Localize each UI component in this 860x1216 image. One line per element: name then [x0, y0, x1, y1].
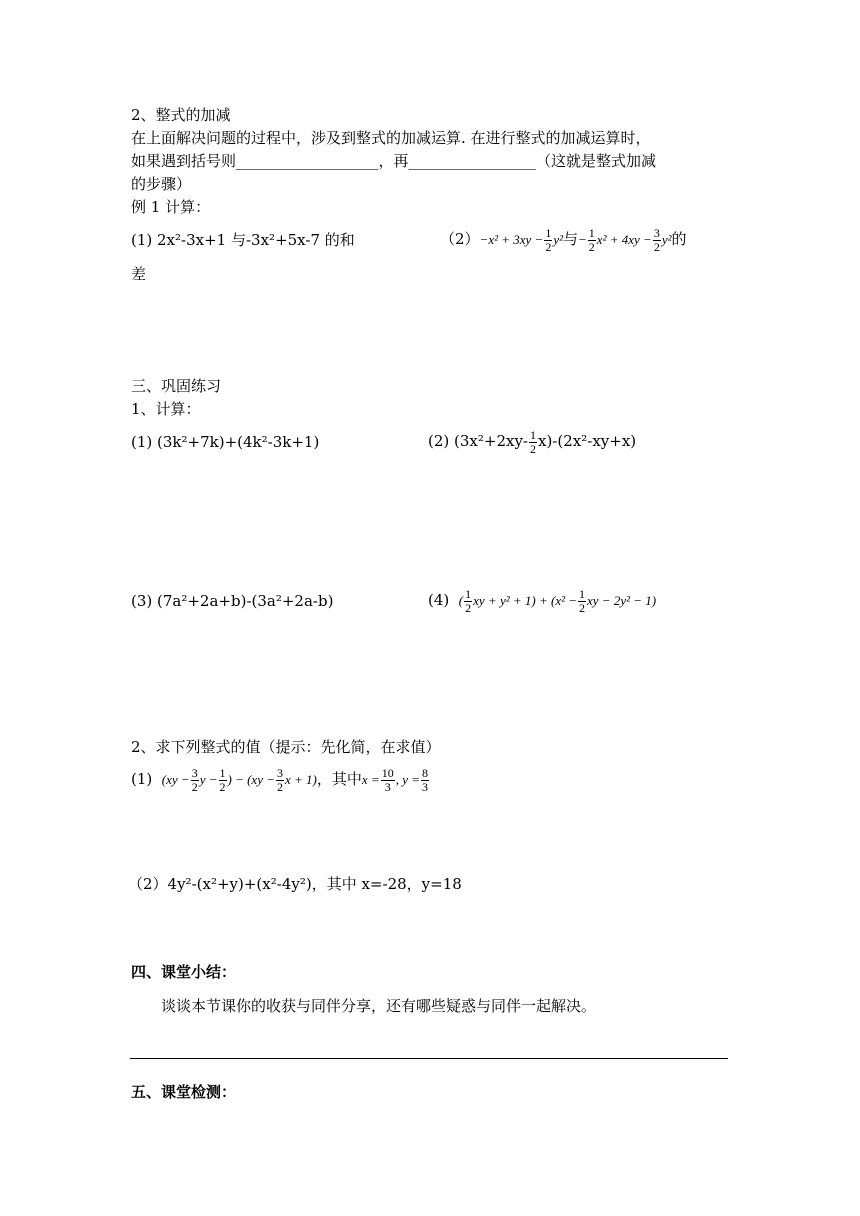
p4-label: (4) [428, 591, 450, 609]
example-problem-2-continued: 差 [131, 265, 147, 283]
practice-1-label: 1、计算： [131, 400, 201, 418]
example-label: 例 1 计算： [131, 198, 211, 216]
ex2-term-3: − [578, 232, 587, 247]
example-problem-2 [440, 222, 735, 257]
section-3-heading: 三、巩固练习 [131, 377, 222, 395]
practice-2-label: 2、求下列整式的值（提示：先化简，在求值） [131, 738, 441, 756]
evaluate-problem-1 [131, 762, 551, 797]
fraction-three-halves: $\frac{3}{2}$ [277, 765, 283, 794]
q1-where: ，其中 [316, 770, 362, 788]
p4-part-a: ( [458, 593, 464, 608]
q1-part-d: x + 1) [285, 772, 317, 787]
fraction-x-value: $\frac{10}{3}$ [381, 765, 394, 794]
fraction-one-half: $\frac{1}{2}$ [588, 225, 595, 254]
fraction-one-half: $\frac{1}{2}$ [219, 765, 226, 794]
fraction-y-value: $\frac{8}{3}$ [421, 765, 428, 794]
ex2-conjunction: 与 [563, 230, 579, 248]
fraction-one-half: $\frac{1}{2}$ [530, 427, 536, 456]
paragraph-line-1: 在上面解决问题的过程中，涉及到整式的加减运算. 在进行整式的加减运算时， [131, 129, 651, 147]
fraction-one-half: $\frac{1}{2}$ [545, 225, 552, 254]
section-5-heading: 五、课堂检测： [131, 1083, 237, 1101]
evaluate-problem-2: （2）4y²-(x²+y)+(x²-4y²)，其中 x=-28，y=18 [128, 875, 462, 893]
ex2-term-5: y² [661, 232, 672, 247]
practice-problem-3: (3) (7a²+2a+b)-(3a²+2a-b) [131, 592, 334, 610]
paragraph-line-2: 如果遇到括号则___________________，再_________________（这就是整式加减 [131, 152, 657, 170]
paragraph-line-3: 的步骤） [131, 175, 192, 193]
ex2-prefix: （2） [440, 230, 480, 248]
practice-problem-2 [428, 424, 728, 458]
q1-label: (1) [131, 770, 153, 788]
example-problem-1: (1) 2x²-3x+1 与-3x²+5x-7 的和 [131, 231, 355, 249]
fraction-one-half: $\frac{1}{2}$ [465, 586, 472, 615]
p2-part-b: x)-(2x²-xy+x) [538, 432, 637, 450]
p4-part-c: xy − 2y² − 1) [587, 593, 657, 608]
practice-problem-4 [428, 583, 728, 618]
fraction-three-halves: $\frac{3}{2}$ [653, 225, 660, 254]
q1-part-c: ) − (xy − [227, 772, 275, 787]
fraction-one-half: $\frac{1}{2}$ [579, 586, 586, 615]
q1-y-eq: , y = [395, 772, 420, 787]
horizontal-divider [130, 1058, 728, 1059]
q1-part-b: y − [199, 772, 218, 787]
practice-problem-1: (1) (3k²+7k)+(4k²-3k+1) [131, 433, 320, 451]
ex2-term-1: −x² + 3xy − [479, 232, 544, 247]
ex2-term-4: x² + 4xy − [596, 232, 652, 247]
ex2-term-2: y² [553, 232, 563, 247]
summary-text: 谈谈本节课你的收获与同伴分享，还有哪些疑惑与同伴一起解决。 [161, 997, 597, 1015]
p2-part-a: (2) (3x²+2xy- [428, 432, 528, 450]
ex2-suffix: 的 [671, 230, 687, 248]
section-2-heading: 2、整式的加减 [131, 106, 231, 124]
section-4-heading: 四、课堂小结： [131, 963, 237, 981]
p4-part-b: xy + y² + 1) + (x² − [473, 593, 578, 608]
fraction-three-halves: $\frac{3}{2}$ [191, 765, 198, 794]
q1-part-a: (xy − [161, 772, 190, 787]
q1-x-eq: x = [361, 772, 380, 787]
